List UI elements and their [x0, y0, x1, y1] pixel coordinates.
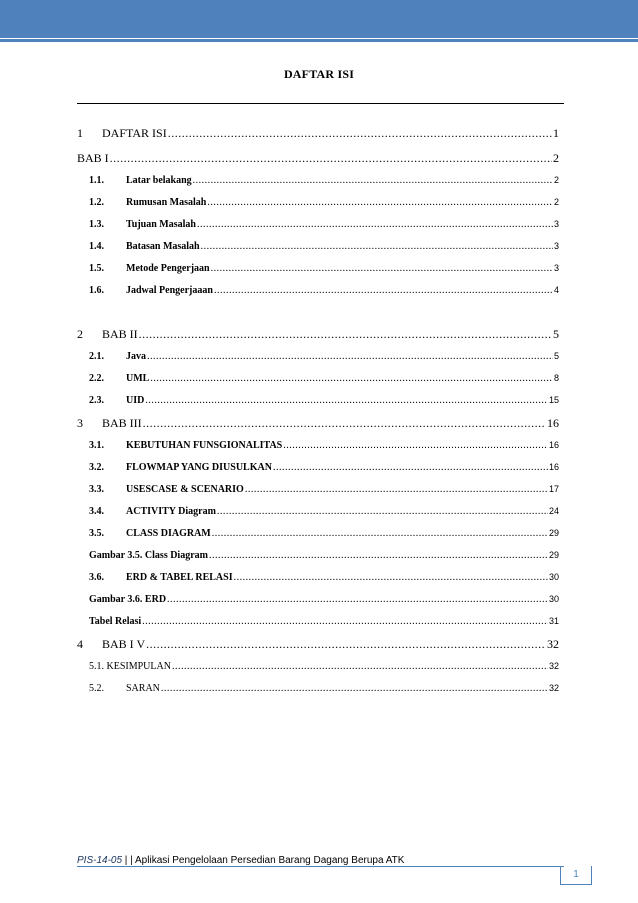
leader-dots	[146, 638, 546, 650]
toc-page: 17	[548, 484, 559, 494]
toc-number: 4	[77, 637, 83, 651]
toc-entry-5-2[interactable]	[89, 683, 559, 694]
toc-entry-3-2[interactable]	[89, 462, 559, 473]
leader-dots	[214, 286, 553, 296]
toc-title: BAB III	[102, 416, 142, 430]
leader-dots	[283, 441, 548, 451]
toc-entry-bab-4[interactable]	[77, 637, 559, 652]
toc-title: BAB II	[102, 327, 138, 341]
toc-page: 3	[553, 219, 559, 229]
toc-page: 3	[553, 241, 559, 251]
toc-page: 8	[553, 373, 559, 383]
toc-number: 3.2.	[89, 462, 104, 473]
toc-number: 3.3.	[89, 484, 104, 495]
toc-title: BAB I	[77, 151, 109, 165]
toc-title: UID	[126, 395, 145, 406]
toc-entry-gambar-3-6[interactable]	[89, 594, 559, 605]
toc-page: 16	[548, 462, 559, 472]
toc-page: 32	[547, 637, 559, 651]
toc-title: USESCASE & SCENARIO	[126, 484, 244, 495]
leader-dots	[161, 684, 548, 694]
toc-entry-3-6[interactable]	[89, 572, 559, 583]
toc-title: Tujuan Masalah	[126, 219, 196, 230]
leader-dots	[147, 352, 553, 362]
toc-title: Jadwal Pengerjaaan	[126, 285, 213, 296]
page-title: DAFTAR ISI	[283, 67, 355, 81]
toc-page: 2	[553, 197, 559, 207]
leader-dots	[172, 662, 548, 672]
toc-page: 2	[553, 175, 559, 185]
leader-dots	[217, 507, 548, 517]
footer-divider	[77, 866, 564, 867]
toc-title: Java	[126, 351, 146, 362]
toc-number: 1	[77, 126, 83, 140]
toc-title: Tabel Relasi	[89, 616, 142, 627]
leader-dots	[201, 242, 553, 252]
leader-dots	[142, 617, 548, 627]
leader-dots	[150, 374, 553, 384]
leader-dots	[234, 573, 548, 583]
toc-entry-bab-1[interactable]	[77, 151, 559, 166]
toc-title: ACTIVITY Diagram	[126, 506, 216, 517]
toc-entry-3-5[interactable]	[89, 528, 559, 539]
leader-dots	[168, 127, 552, 139]
toc-entry-3-4[interactable]	[89, 506, 559, 517]
leader-dots	[207, 198, 553, 208]
toc-title: DAFTAR ISI	[102, 126, 167, 140]
toc-entry-2-3[interactable]	[89, 395, 559, 406]
leader-dots	[273, 463, 548, 473]
toc-title: Batasan Masalah	[126, 241, 200, 252]
toc-page: 16	[547, 416, 559, 430]
leader-dots	[167, 595, 548, 605]
toc-entry-1-6[interactable]	[89, 285, 559, 296]
toc-number: 1.2.	[89, 197, 104, 208]
toc-number: 1.3.	[89, 219, 104, 230]
leader-dots	[110, 152, 552, 164]
toc-title: ERD & TABEL RELASI	[126, 572, 233, 583]
toc-number: 2.1.	[89, 351, 104, 362]
toc-number: 3	[77, 416, 83, 430]
toc-number: 2	[77, 327, 83, 341]
leader-dots	[145, 396, 548, 406]
toc-page: 31	[548, 616, 559, 626]
leader-dots	[212, 529, 548, 539]
toc-entry-tabel-relasi[interactable]	[89, 616, 559, 627]
toc-entry-daftar-isi[interactable]	[77, 126, 559, 141]
leader-dots	[211, 264, 553, 274]
toc-title: BAB I V	[102, 637, 146, 651]
toc-title: Latar belakang	[126, 175, 192, 186]
toc-entry-gambar-3-5[interactable]	[89, 550, 559, 561]
toc-entry-bab-3[interactable]	[77, 416, 559, 431]
toc-page: 32	[548, 661, 559, 671]
toc-number: 1.1.	[89, 175, 104, 186]
leader-dots	[209, 551, 548, 561]
toc-page: 24	[548, 506, 559, 516]
document-code: PIS-14-05	[77, 855, 123, 866]
toc-title: Rumusan Masalah	[126, 197, 207, 208]
toc-title: FLOWMAP YANG DIUSULKAN	[126, 462, 272, 473]
footer-separator: | |	[122, 855, 136, 866]
toc-entry-2-1[interactable]	[89, 351, 559, 362]
toc-number: 1.4.	[89, 241, 104, 252]
toc-number: 3.4.	[89, 506, 104, 517]
leader-dots	[139, 328, 552, 340]
toc-title: KEBUTUHAN FUNSGIONALITAS	[126, 440, 283, 451]
toc-number: 3.1.	[89, 440, 104, 451]
document-title: Aplikasi Pengelolaan Persedian Barang Dagang Berupa ATK	[135, 855, 405, 866]
toc-title: Metode Pengerjaan	[126, 263, 210, 274]
leader-dots	[143, 417, 546, 429]
toc-title: SARAN	[126, 683, 160, 694]
toc-page: 1	[553, 126, 559, 140]
toc-entry-1-4[interactable]	[89, 241, 559, 252]
leader-dots	[197, 220, 553, 230]
toc-number: 2.3.	[89, 395, 104, 406]
toc-entry-1-5[interactable]	[89, 263, 559, 274]
toc-number: 1.6.	[89, 285, 104, 296]
toc-page: 15	[548, 395, 559, 405]
toc-entry-bab-2[interactable]	[77, 327, 559, 342]
footer-text	[77, 855, 404, 866]
toc-entry-2-2[interactable]	[89, 373, 559, 384]
leader-dots	[193, 176, 553, 186]
toc-entry-3-3[interactable]	[89, 484, 559, 495]
toc-entry-1-3[interactable]	[89, 219, 559, 230]
toc-entry-1-1[interactable]	[89, 175, 559, 186]
toc-page: 2	[553, 151, 559, 165]
toc-page: 30	[548, 594, 559, 604]
toc-entry-1-2[interactable]	[89, 197, 559, 208]
toc-number: 2.2.	[89, 373, 104, 384]
toc-entry-5-1[interactable]	[89, 661, 559, 672]
toc-page: 5	[553, 351, 559, 361]
leader-dots	[245, 485, 548, 495]
toc-number: 5.2.	[89, 683, 104, 694]
toc-page: 30	[548, 572, 559, 582]
toc-title: CLASS DIAGRAM	[126, 528, 211, 539]
toc-title: 5.1. KESIMPULAN	[89, 661, 171, 672]
toc-page: 29	[548, 550, 559, 560]
toc-title: Gambar 3.5. Class Diagram	[89, 550, 208, 561]
toc-number: 3.5.	[89, 528, 104, 539]
toc-page: 5	[553, 327, 559, 341]
toc-title: UML	[126, 373, 150, 384]
page-number: 1	[560, 866, 592, 885]
toc-page: 4	[553, 285, 559, 295]
toc-number: 1.5.	[89, 263, 104, 274]
toc-page: 29	[548, 528, 559, 538]
toc-page: 16	[548, 440, 559, 450]
toc-page: 32	[548, 683, 559, 693]
toc-number: 3.6.	[89, 572, 104, 583]
toc-page: 3	[553, 263, 559, 273]
toc-title: Gambar 3.6. ERD	[89, 594, 167, 605]
toc-entry-3-1[interactable]	[89, 440, 559, 451]
